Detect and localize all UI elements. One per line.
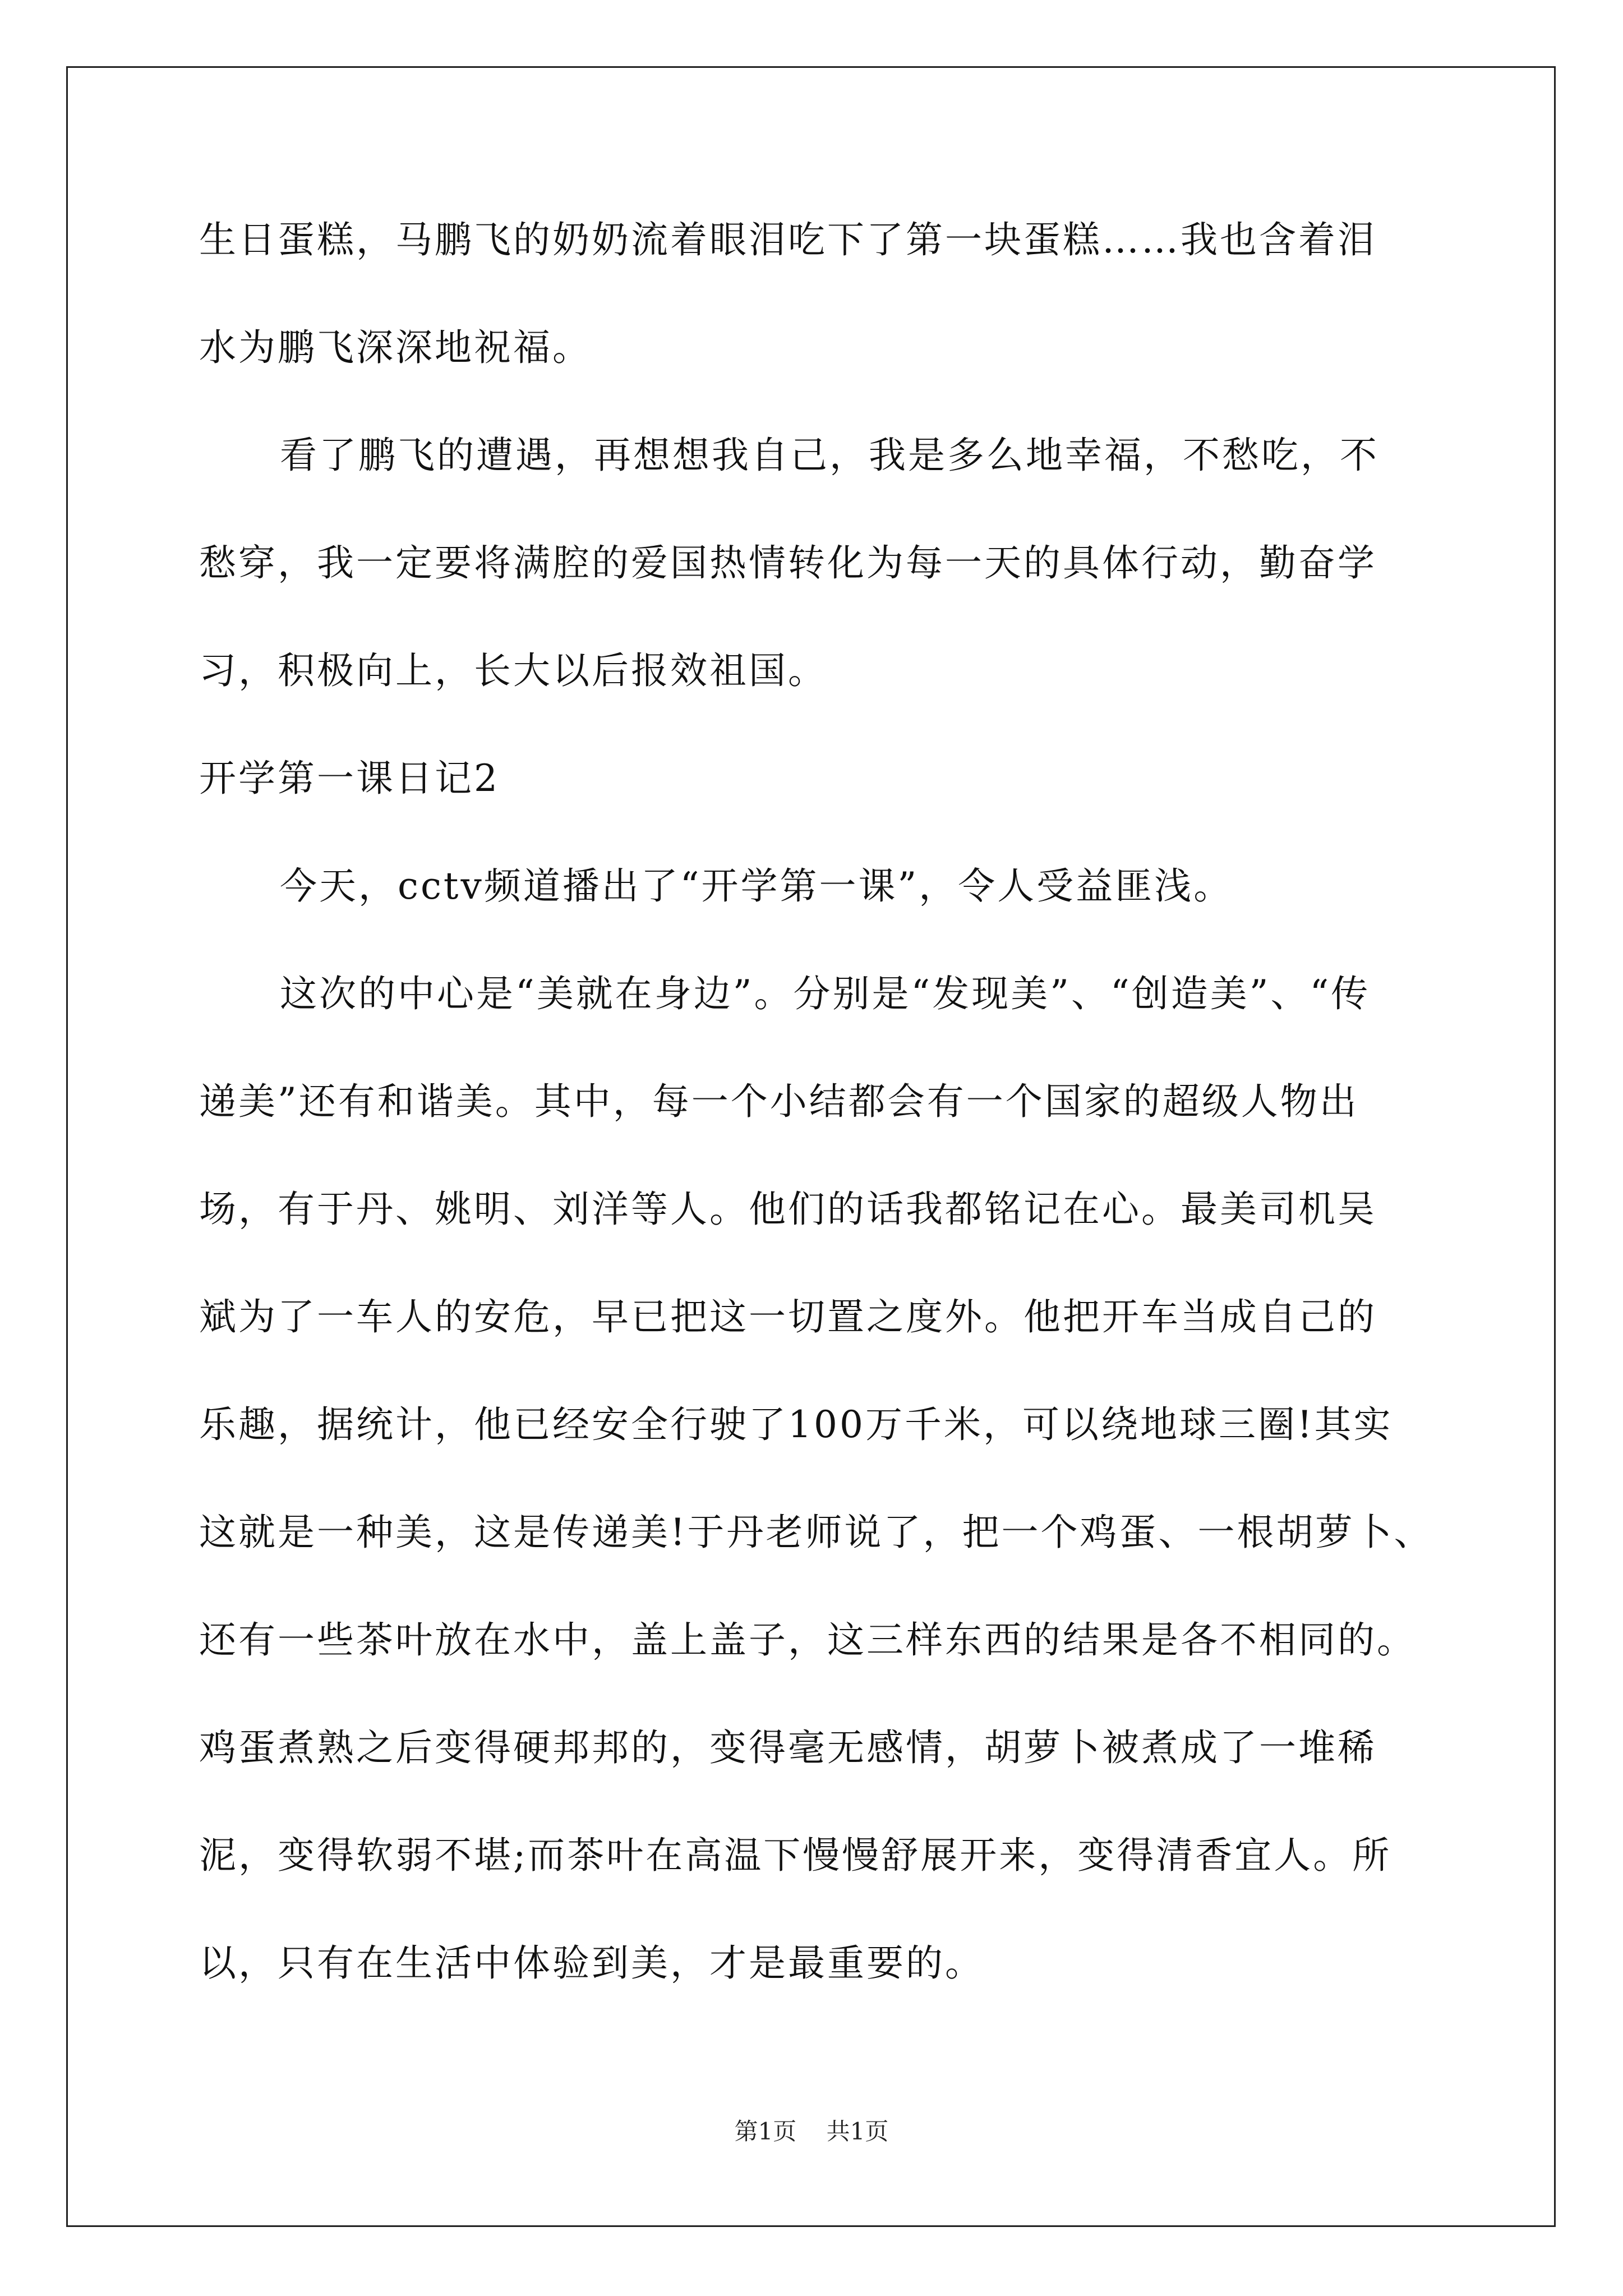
text-line: 看了鹏飞的遭遇，再想想我自己，我是多么地幸福，不愁吃，不: [280, 434, 1379, 477]
section-heading: 开学第一课日记2: [199, 757, 500, 800]
text-line: 还有一些茶叶放在水中，盖上盖子，这三样东西的结果是各不相同的。: [199, 1618, 1416, 1662]
text-line: 递美”还有和谐美。其中，每一个小结都会有一个国家的超级人物出: [199, 1080, 1359, 1123]
page-number: 第1页: [734, 2118, 797, 2145]
text-line: 场，有于丹、姚明、刘洋等人。他们的话我都铭记在心。最美司机吴: [199, 1188, 1377, 1231]
text-line: 生日蛋糕，马鹏飞的奶奶流着眼泪吃下了第一块蛋糕……我也含着泪: [199, 218, 1377, 261]
document-body: [199, 213, 1433, 1990]
text-line: 这就是一种美，这是传递美!于丹老师说了，把一个鸡蛋、一根胡萝卜、: [199, 1511, 1433, 1554]
page-footer: [0, 2115, 1623, 2148]
text-line: 乐趣，据统计，他已经安全行驶了100万千米，可以绕地球三圈!其实: [199, 1403, 1393, 1446]
text-line: 斌为了一车人的安危，早已把这一切置之度外。他把开车当成自己的: [199, 1295, 1377, 1338]
text-line: 愁穿，我一定要将满腔的爱国热情转化为每一天的具体行动，勤奋学: [199, 541, 1377, 585]
text-line: 水为鹏飞深深地祝福。: [199, 326, 592, 369]
text-line: 习，积极向上，长大以后报效祖国。: [199, 649, 827, 692]
text-line: 以，只有在生活中体验到美，才是最重要的。: [199, 1941, 984, 1985]
page-total: 共1页: [826, 2118, 889, 2145]
text-line: 鸡蛋煮熟之后变得硬邦邦的，变得毫无感情，胡萝卜被煮成了一堆稀: [199, 1726, 1377, 1769]
text-line: 泥，变得软弱不堪;而茶叶在高温下慢慢舒展开来，变得清香宜人。所: [199, 1834, 1392, 1877]
text-line: 这次的中心是“美就在身边”。分别是“发现美”、“创造美”、“传: [280, 972, 1371, 1015]
text-line: 今天，cctv频道播出了“开学第一课”，令人受益匪浅。: [280, 864, 1233, 908]
